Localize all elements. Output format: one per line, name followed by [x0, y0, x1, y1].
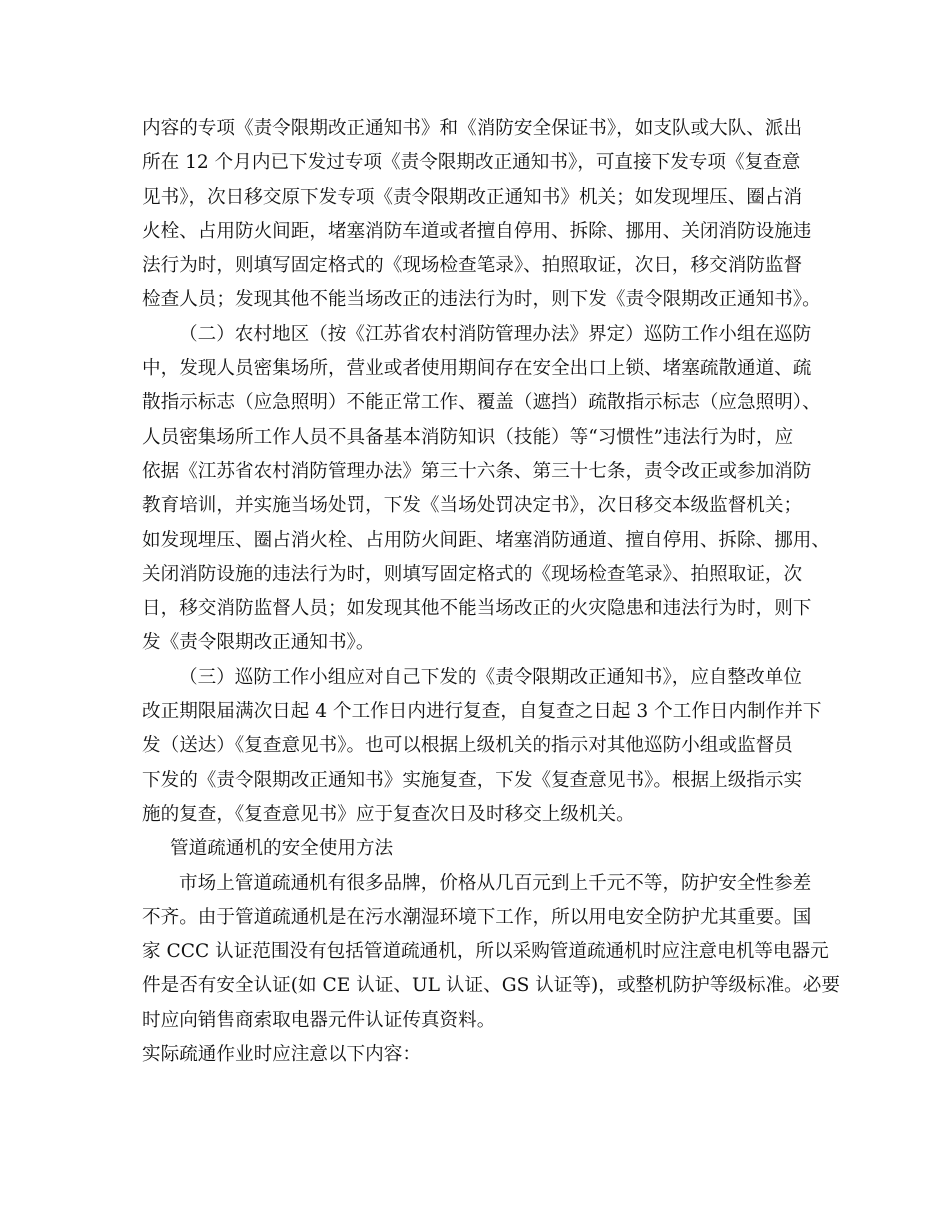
text-line: 散指示标志（应急照明）不能正常工作、覆盖（遮挡）疏散指示标志（应急照明）、	[142, 392, 821, 414]
text-line: 改正期限届满次日起 4 个工作日内进行复查，自复查之日起 3 个工作日内制作并下	[142, 701, 822, 723]
text-line: 实际疏通作业时应注意以下内容：	[142, 1044, 421, 1066]
text-line: 人员密集场所工作人员不具备基本消防知识（技能）等“习惯性”违法行为时，应	[142, 426, 794, 448]
text-line: 检查人员；发现其他不能当场改正的违法行为时，则下发《责令限期改正通知书》。	[142, 289, 821, 311]
text-line: 见书》，次日移交原下发专项《责令限期改正通知书》机关；如发现埋压、圈占消	[142, 186, 803, 208]
text-line: 件是否有安全认证(如 CE 认证、UL 认证、GS 认证等)，或整机防护等级标准。必要	[142, 975, 840, 997]
text-line: 所在 12 个月内已下发过专项《责令限期改正通知书》，可直接下发专项《复查意	[142, 152, 801, 174]
text-line: 市场上管道疏通机有很多品牌，价格从几百元到上千元不等，防护安全性参差	[179, 872, 812, 894]
document-body	[142, 112, 840, 1072]
text-line: 如发现埋压、圈占消火栓、占用防火间距、堵塞消防通道、擅自停用、拆除、挪用、	[142, 529, 830, 551]
text-line: 中，发现人员密集场所，营业或者使用期间存在安全出口上锁、堵塞疏散通道、疏	[142, 358, 812, 380]
text-line: 日，移交消防监督人员；如发现其他不能当场改正的火灾隐患和违法行为时，则下	[142, 598, 812, 620]
text-line: 时应向销售商索取电器元件认证传真资料。	[142, 1009, 496, 1031]
text-line: 教育培训，并实施当场处罚，下发《当场处罚决定书》，次日移交本级监督机关；	[142, 495, 803, 517]
text-line: 火栓、占用防火间距，堵塞消防车道或者擅自停用、拆除、挪用、关闭消防设施违	[142, 220, 812, 242]
text-line: 家 CCC 认证范围没有包括管道疏通机，所以采购管道疏通机时应注意电机等电器元	[142, 941, 829, 963]
text-line: 内容的专项《责令限期改正通知书》和《消防安全保证书》，如支队或大队、派出	[142, 118, 803, 139]
text-line: 施的复查，《复查意见书》应于复查次日及时移交上级机关。	[142, 803, 635, 825]
text-line: 发（送达）《复查意见书》。也可以根据上级机关的指示对其他巡防小组或监督员	[142, 735, 793, 757]
text-line: （三）巡防工作小组应对自己下发的《责令限期改正通知书》，应自整改单位	[179, 666, 802, 688]
section-heading: 管道疏通机的安全使用方法	[170, 838, 394, 860]
text-line: 发《责令限期改正通知书》。	[142, 632, 375, 654]
text-line: 法行为时，则填写固定格式的《现场检查笔录》、拍照取证，次日，移交消防监督	[142, 255, 803, 277]
text-line: （二）农村地区（按《江苏省农村消防管理办法》界定）巡防工作小组在巡防	[179, 323, 812, 345]
text-line: 下发的《责令限期改正通知书》实施复查，下发《复查意见书》。根据上级指示实	[142, 769, 803, 791]
text-line: 关闭消防设施的违法行为时，则填写固定格式的《现场检查笔录》、拍照取证，次	[142, 563, 803, 585]
text-line: 依据《江苏省农村消防管理办法》第三十六条、第三十七条，责令改正或参加消防	[142, 460, 812, 482]
text-line: 不齐。由于管道疏通机是在污水潮湿环境下工作，所以用电安全防护尤其重要。国	[142, 906, 812, 928]
